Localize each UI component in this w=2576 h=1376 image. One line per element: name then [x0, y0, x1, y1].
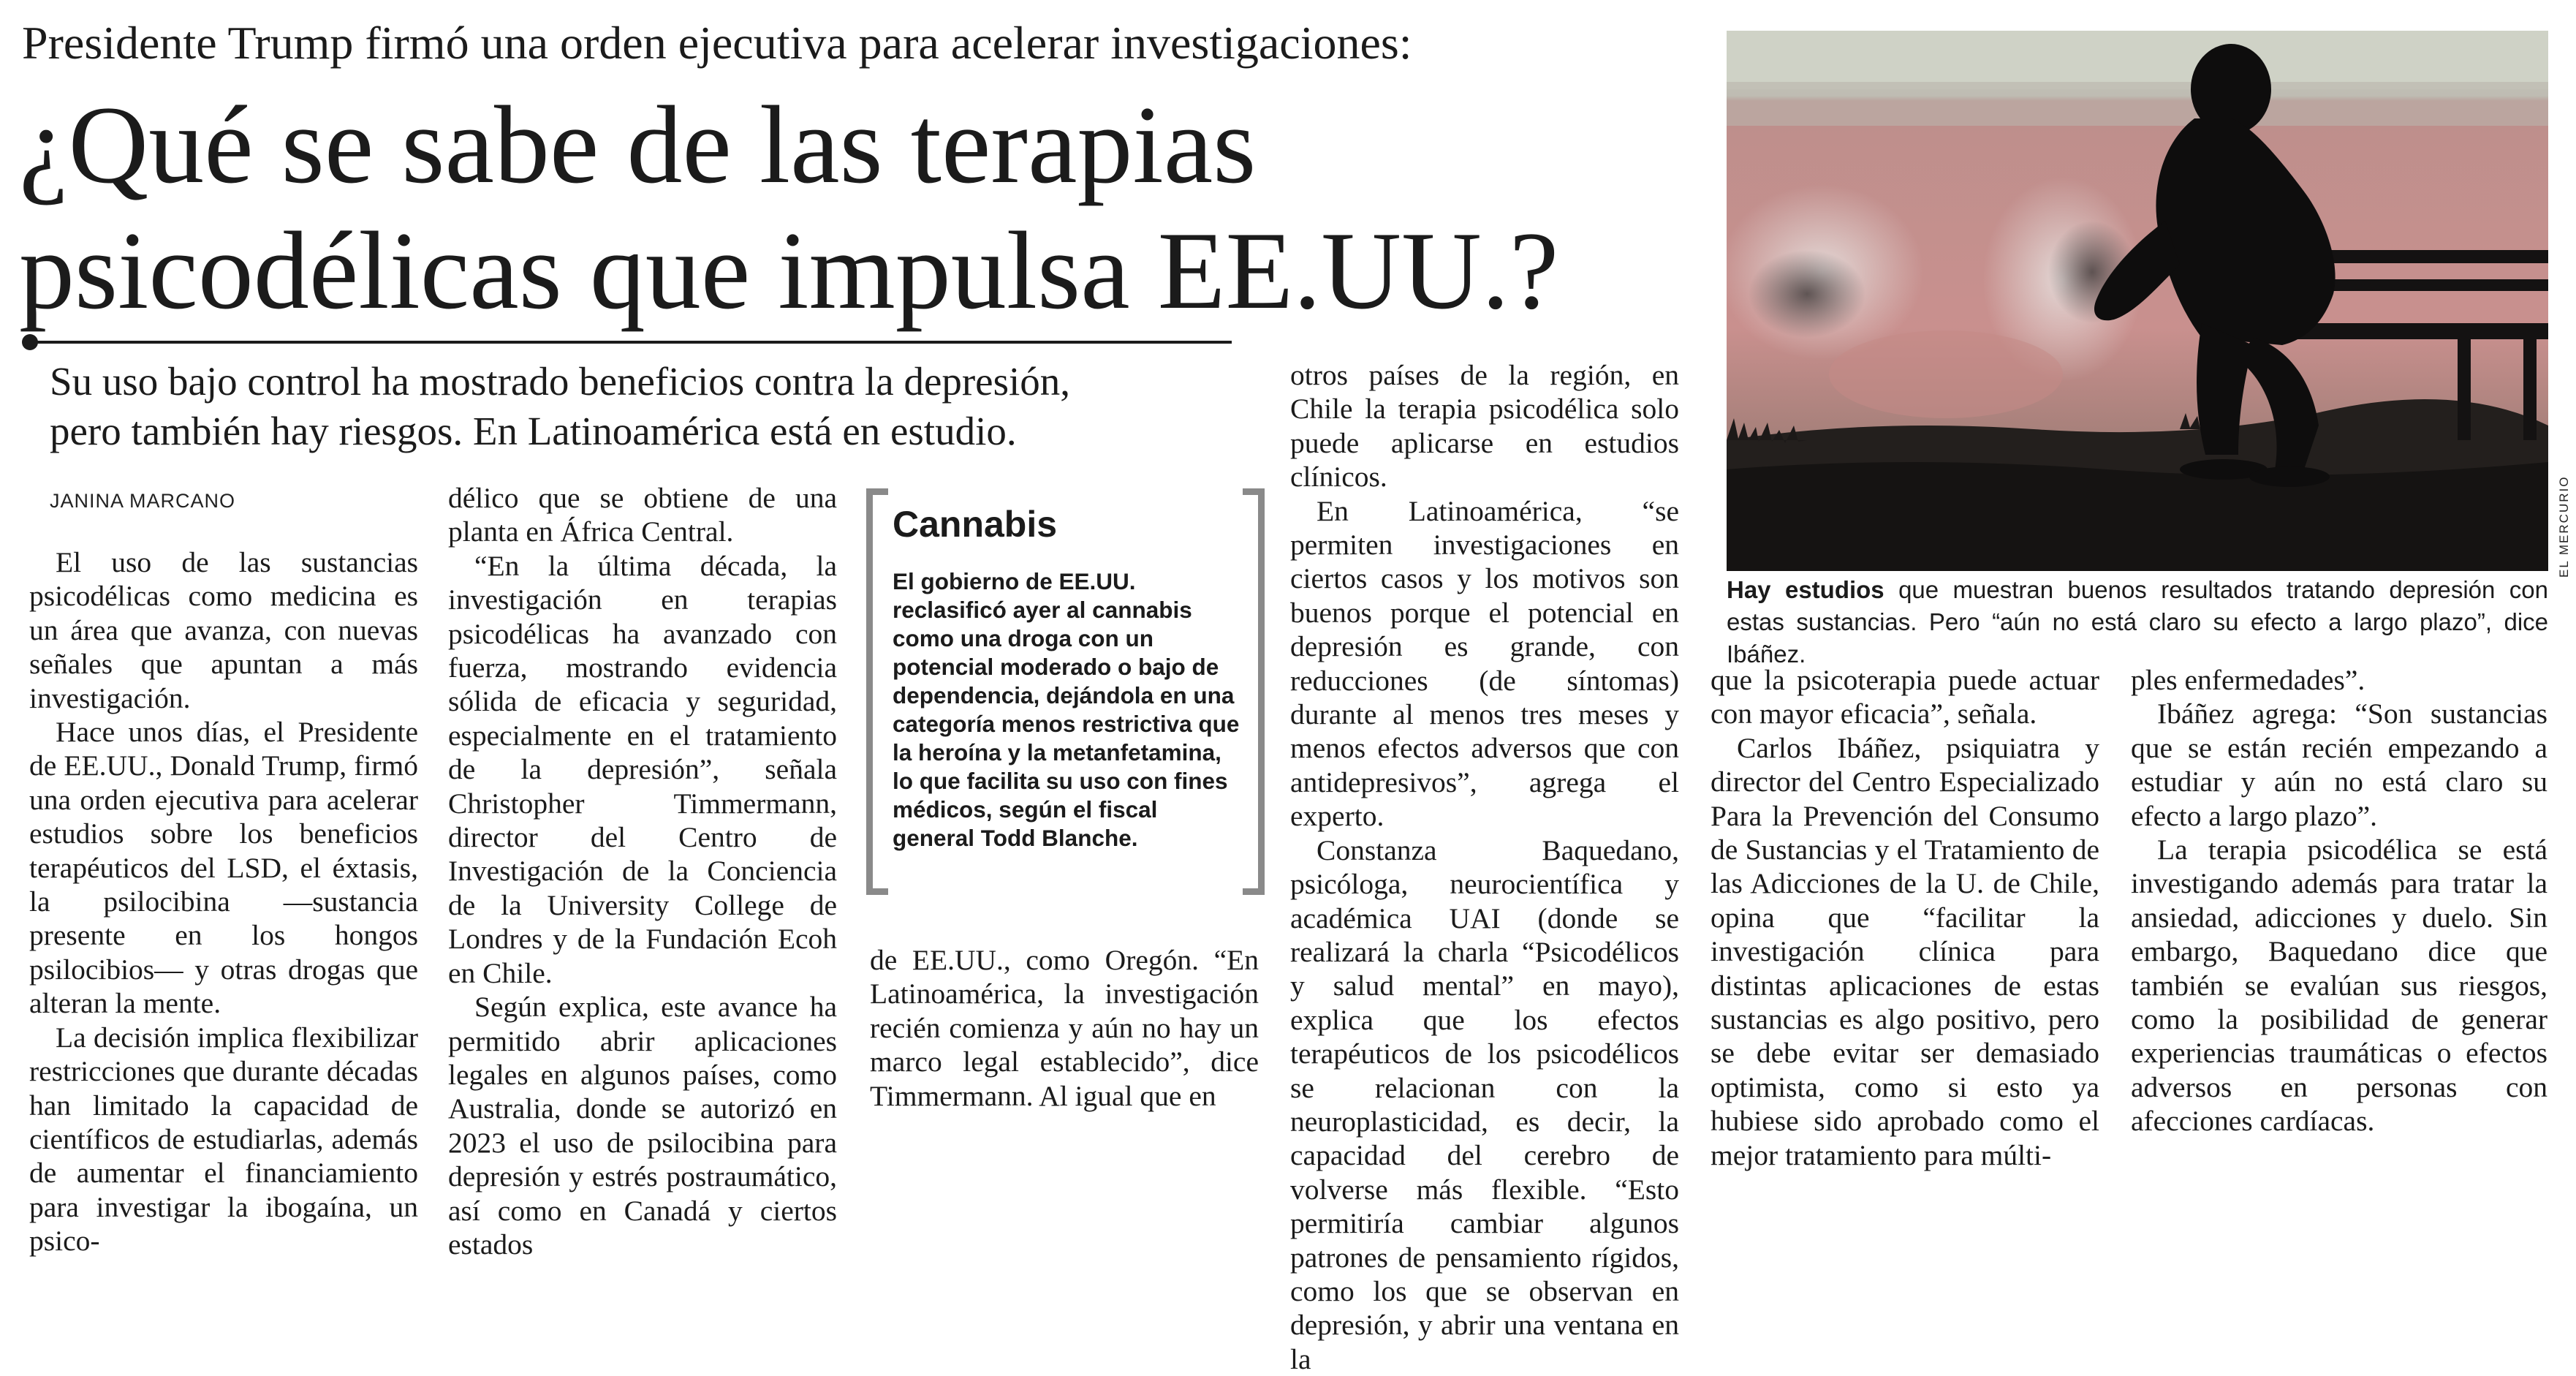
silhouette-photo-image: [1727, 31, 2548, 571]
headline-line-2: psicodélicas que impulsa EE.UU.?: [19, 209, 1559, 332]
sidebar-title: Cannabis: [893, 504, 1058, 545]
paragraph: que la psicoterapia puede actuar con mayor eficacia”, señala.: [1711, 664, 2099, 730]
caption-lead: Hay estudios: [1727, 576, 1884, 603]
byline: JANINA MARCANO: [50, 490, 236, 512]
paragraph: délico que se obtiene de una planta en África Central.: [448, 482, 837, 548]
paragraph: de EE.UU., como Oregón. “En Latinoamérica, la investigación recién comienza y aún no hay un marco legal establecido”, dice Timmermann. Al igual que en: [870, 944, 1259, 1112]
subhead-line-1: Su uso bajo control ha mostrado beneficios contra la depresión,: [50, 359, 1071, 404]
box-border: [866, 488, 873, 895]
article-photo: [1727, 31, 2548, 571]
caption-text: que muestran buenos resultados tratando depresión con estas sustancias. Pero “aún no está claro su efecto a largo plazo”, dice Ibáñez.: [1727, 576, 2548, 668]
paragraph: Carlos Ibáñez, psiquiatra y director del Centro Especializado Para la Prevención del Consumo de Sustancias y el Tratamiento de las Adicciones de la U. de Chile, opina que “facilitar la investigación clínica para distintas aplicaciones de estas sustancias es algo positivo, pero se debe evitar ser demasiado optimista, como si esto ya hubiese sido aprobado como el mejor tratamiento para múlti-: [1711, 731, 2099, 1171]
paragraph: Hace unos días, el Presidente de EE.UU., Donald Trump, firmó una orden ejecutiva para acelerar estudios sobre los beneficios terapéuticos del LSD, el éxtasis, la psilocibina —sustancia presente en los hongos psilocibios— y otras drogas que alteran la mente.: [29, 716, 418, 1020]
headline-rule: [29, 341, 1232, 344]
paragraph: ples enfermedades”.: [2131, 664, 2365, 696]
sidebar-box-cannabis: [866, 488, 1265, 895]
article-kicker: Presidente Trump firmó una orden ejecutiva para acelerar investigaciones:: [22, 17, 1412, 69]
paragraph: “En la última década, la investigación en terapias psicodélicas ha avanzado con fuerza, mostrando evidencia sólida de eficacia y seguridad, especialmente en el tratamiento de la depresión”, señala Christopher Timmermann, director del Centro de Investigación de la Conciencia de la University College de Londres y de la Fundación Ecoh en Chile.: [448, 549, 837, 989]
body-column-5: [1711, 663, 2099, 1171]
paragraph: otros países de la región, en Chile la terapia psicodélica solo puede aplicarse en estudios clínicos.: [1290, 359, 1679, 494]
photo-credit: EL MERCURIO: [2557, 475, 2571, 578]
box-border: [866, 888, 888, 895]
photo-caption: [1727, 574, 2548, 668]
paragraph: Ibáñez agrega: “Son sustancias que se están recién empezando a estudiar y aún no está claro su efecto a largo plazo”.: [2131, 698, 2547, 832]
paragraph: Constanza Baquedano, psicóloga, neurocientífica y académica UAI (donde se realizará la charla “Psicodélicos y salud mental” en mayo), explica que los efectos terapéuticos de los psicodélicos se relacionan con la neuroplasticidad, es decir, la capacidad del cerebro de volverse más flexible. “Esto permitiría cambiar algunos patrones de pensamiento rígidos, como los que se observan en depresión, y abrir una ventana en la: [1290, 833, 1679, 1375]
paragraph: La decisión implica flexibilizar restricciones que durante décadas han limitado la capacidad de científicos de estudiarlas, además de aumentar el financiamiento para investigar la ibogaína, un psico-: [29, 1021, 418, 1258]
paragraph: Según explica, este avance ha permitido abrir aplicaciones legales en algunos países, como Australia, donde se autorizó en 2023 el uso de psilocibina para depresión y estrés postraumático, así como en Canadá y ciertos estados: [448, 991, 837, 1260]
body-column-4: [1290, 358, 1679, 1375]
body-column-3: [870, 943, 1259, 1111]
subhead-line-2: pero también hay riesgos. En Latinoamérica está en estudio.: [50, 409, 1017, 453]
article-headline: [19, 82, 1671, 345]
body-column-1: [29, 545, 418, 1258]
box-border: [1243, 888, 1265, 895]
headline-line-1: ¿Qué se sabe de las terapias: [19, 83, 1257, 206]
article-subhead: [50, 357, 1292, 466]
paragraph: En Latinoamérica, “se permiten investigaciones en ciertos casos y los motivos son buenos porque el potencial en depresión es grande, con reducciones (de síntomas) durante al menos tres meses y menos efectos adversos que con antidepresivos”, agrega el experto.: [1290, 494, 1679, 833]
sidebar-body: El gobierno de EE.UU. reclasificó ayer al cannabis como una droga con un potencial moderado o bajo de dependencia, dejándola en una categoría menos restrictiva que la heroína y la metanfetamina, lo que facilita su uso con fines médicos, según el fiscal general Todd Blanche.: [893, 568, 1240, 851]
paragraph: La terapia psicodélica se está investigando además para tratar la ansiedad, adicciones y duelo. Sin embargo, Baquedano dice que también se evalúan sus riesgos, como la posibilidad de generar experiencias traumáticas o efectos adversos en personas con afecciones cardíacas.: [2131, 833, 2547, 1138]
body-column-2: [448, 481, 837, 1260]
box-border: [1258, 488, 1265, 895]
body-column-6: [2131, 663, 2547, 1138]
paragraph: El uso de las sustancias psicodélicas como medicina es un área que avanza, con nuevas señales que apuntan a más investigación.: [29, 546, 418, 714]
